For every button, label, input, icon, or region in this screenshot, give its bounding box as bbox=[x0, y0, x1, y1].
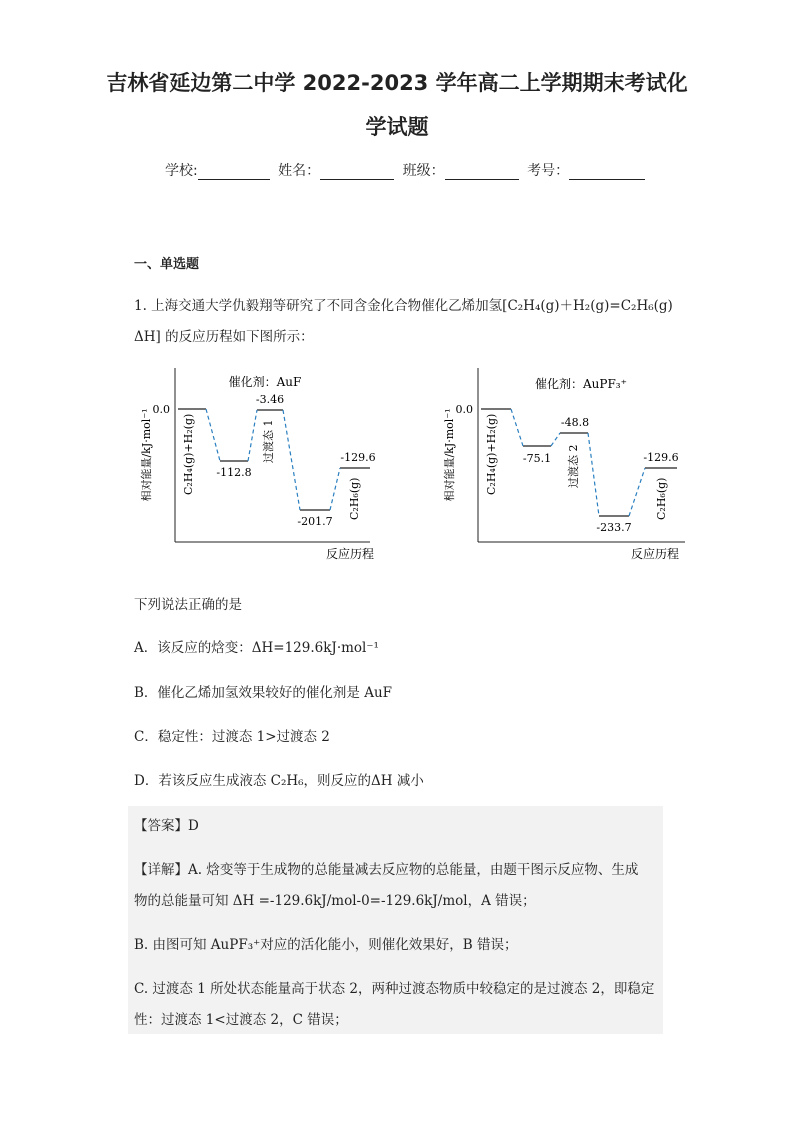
auf-ts-label: 过渡态 1 bbox=[262, 419, 275, 463]
auf-level-0: 0.0 bbox=[152, 403, 170, 416]
aupf3-level-4: -129.6 bbox=[643, 451, 679, 464]
detail-line4: C. 过渡态 1 所处状态能量高于状态 2，两种过渡态物质中较稳定的是过渡态 2，即稳定 bbox=[134, 981, 655, 997]
auf-level-2: -3.46 bbox=[255, 393, 285, 406]
student-info-fields bbox=[165, 160, 649, 180]
question-stem-line2: ΔH] 的反应历程如下图所示： bbox=[134, 329, 314, 345]
auf-level-1: -112.8 bbox=[216, 466, 252, 479]
detail-line5: 性：过渡态 1<过渡态 2，C 错误； bbox=[134, 1012, 348, 1028]
aupf3-level-0: 0.0 bbox=[455, 403, 473, 416]
field-school-blank[interactable] bbox=[198, 165, 270, 180]
auf-reactant-label: C₂H₄(g)+H₂(g) bbox=[182, 413, 195, 495]
auf-level-4: -129.6 bbox=[340, 451, 376, 464]
detail-line1: 【详解】A. 焓变等于生成物的总能量减去反应物的总能量，由题干图示反应物、生成 bbox=[134, 862, 639, 878]
question-prompt: 下列说法正确的是 bbox=[134, 597, 242, 613]
option-d[interactable]: D．若该反应生成液态 C₂H₆，则反应的ΔH 减小 bbox=[134, 773, 424, 789]
field-class-blank[interactable] bbox=[445, 165, 519, 180]
solution-panel bbox=[128, 806, 663, 1034]
option-a[interactable]: A．该反应的焓变：ΔH=129.6kJ·mol⁻¹ bbox=[134, 640, 379, 656]
aupf3-level-3: -233.7 bbox=[596, 521, 632, 534]
diagram-auf bbox=[139, 368, 376, 561]
detail-line3: B. 由图可知 AuPF₃⁺对应的活化能小，则催化效果好，B 错误； bbox=[134, 937, 518, 953]
diagram-aupf3-ylabel: 相对能量/kJ·mol⁻¹ bbox=[443, 408, 456, 502]
field-name-blank[interactable] bbox=[320, 165, 394, 180]
section-heading: 一、单选题 bbox=[134, 257, 200, 272]
diagram-aupf3-xlabel: 反应历程 bbox=[630, 547, 680, 561]
aupf3-level-2: -48.8 bbox=[560, 416, 590, 429]
aupf3-ts-label: 过渡态 2 bbox=[567, 444, 580, 488]
field-school-label: 学校: bbox=[165, 163, 198, 179]
diagram-auf-xlabel: 反应历程 bbox=[325, 547, 375, 561]
aupf3-level-1: -75.1 bbox=[522, 452, 552, 465]
aupf3-reactant-label: C₂H₄(g)+H₂(g) bbox=[485, 413, 498, 495]
diagram-auf-catalyst: 催化剂：AuF bbox=[228, 375, 302, 389]
answer-line: 【答案】D bbox=[134, 818, 199, 834]
aupf3-product-label: C₂H₆(g) bbox=[655, 477, 668, 520]
field-exam-no-label: 考号： bbox=[527, 163, 570, 179]
diagram-aupf3-catalyst: 催化剂：AuPF₃⁺ bbox=[535, 377, 627, 391]
diagram-aupf3 bbox=[442, 368, 685, 561]
option-c[interactable]: C．稳定性：过渡态 1>过渡态 2 bbox=[134, 729, 330, 745]
doc-title-line1: 吉林省延边第二中学 2022-2023 学年高二上学期期末考试化 bbox=[106, 71, 688, 95]
doc-title-line2: 学试题 bbox=[365, 115, 429, 139]
diagram-auf-ylabel: 相对能量/kJ·mol⁻¹ bbox=[140, 408, 153, 502]
auf-level-3: -201.7 bbox=[297, 515, 333, 528]
field-name-label: 姓名： bbox=[278, 163, 321, 179]
auf-product-label: C₂H₆(g) bbox=[348, 477, 361, 520]
question-stem-line1: 1. 上海交通大学仇毅翔等研究了不同含金化合物催化乙烯加氢[C₂H₄(g)＋H₂(g)=C₂H₆(g) bbox=[134, 298, 673, 314]
energy-diagrams bbox=[130, 360, 690, 570]
detail-line2: 物的总能量可知 ΔH =-129.6kJ/mol-0=-129.6kJ/mol，A 错误； bbox=[134, 893, 536, 909]
option-b[interactable]: B．催化乙烯加氢效果较好的催化剂是 AuF bbox=[134, 685, 393, 701]
field-class-label: 班级： bbox=[402, 163, 445, 179]
field-exam-no-blank[interactable] bbox=[569, 165, 645, 180]
